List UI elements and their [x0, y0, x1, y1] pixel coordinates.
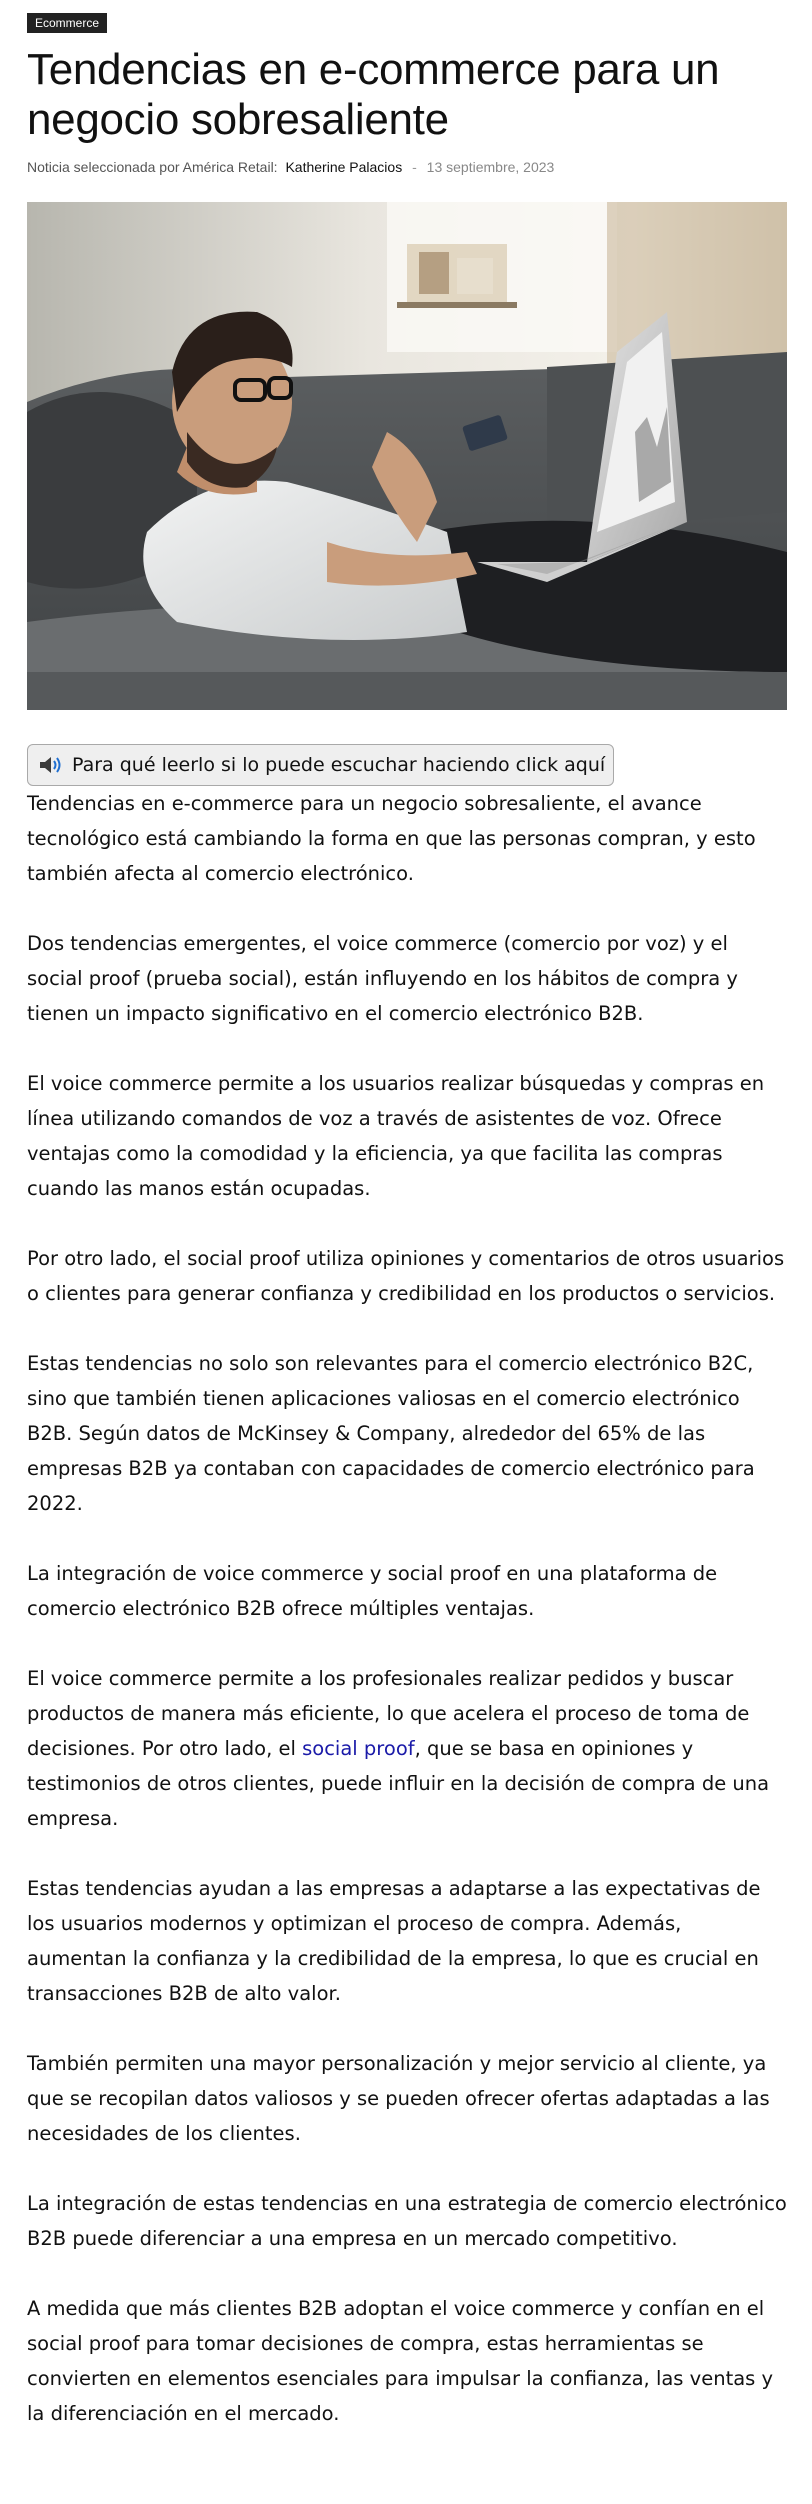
listen-button-label: Para qué leerlo si lo puede escuchar haciendo click aquí	[72, 754, 606, 776]
article-paragraph: Dos tendencias emergentes, el voice commerce (comercio por voz) y el social proof (prueba social), están influyendo en los hábitos de compra y tienen un impacto significativo en el comercio electrónico B2B.	[27, 932, 738, 1025]
social-proof-link[interactable]: social proof	[302, 1737, 415, 1760]
article-body	[27, 786, 787, 2431]
speaker-icon	[38, 754, 64, 776]
publish-date: 13 septiembre, 2023	[426, 159, 555, 175]
article-meta	[27, 157, 787, 177]
article-paragraph: El voice commerce permite a los usuarios realizar búsquedas y compras en línea utilizando comandos de voz a través de asistentes de voz. Ofrece ventajas como la comodidad y la eficiencia, ya que facilita las compras cuando las manos están ocupadas.	[27, 1072, 765, 1200]
article-paragraph: La integración de voice commerce y social proof en una plataforma de comercio electrónico B2B ofrece múltiples ventajas.	[27, 1562, 718, 1620]
hero-image	[27, 202, 787, 710]
article-container	[27, 12, 787, 2466]
listen-button[interactable]	[27, 744, 614, 786]
meta-separator: -	[412, 159, 417, 175]
article-paragraph: Estas tendencias no solo son relevantes para el comercio electrónico B2C, sino que también tienen aplicaciones valiosas en el comercio electrónico B2B. Según datos de McKinsey & Company, alrededor del 65% de las empresas B2B ya contaban con capacidades de comercio electrónico para 2022.	[27, 1352, 755, 1515]
author-link[interactable]: Katherine Palacios	[285, 159, 403, 175]
article-paragraph: La integración de estas tendencias en una estrategia de comercio electrónico B2B puede diferenciar a una empresa en un mercado competitivo.	[27, 2192, 787, 2250]
article-paragraph: Tendencias en e-commerce para un negocio sobresaliente, el avance tecnológico está cambiando la forma en que las personas compran, y esto también afecta al comercio electrónico.	[27, 792, 756, 885]
article-paragraph: Por otro lado, el social proof utiliza opiniones y comentarios de otros usuarios o clientes para generar confianza y credibilidad en los productos o servicios.	[27, 1247, 785, 1305]
paragraph-text: , que se basa en opiniones y testimonios de otros clientes, puede influir en la decisión de compra de una empresa.	[27, 1737, 770, 1830]
meta-prefix: Noticia seleccionada por América Retail:	[27, 159, 278, 175]
article-paragraph: Estas tendencias ayudan a las empresas a adaptarse a las expectativas de los usuarios modernos y optimizan el proceso de compra. Además, aumentan la confianza y la credibilidad de la empresa, lo que es crucial en transacciones B2B de alto valor.	[27, 1877, 761, 2005]
category-badge[interactable]: Ecommerce	[27, 13, 107, 33]
article-paragraph: A medida que más clientes B2B adoptan el voice commerce y confían en el social proof para tomar decisiones de compra, estas herramientas se convierten en elementos esenciales para impulsar la confianza, las ventas y la diferenciación en el mercado.	[27, 2297, 774, 2425]
article-paragraph: También permiten una mayor personalización y mejor servicio al cliente, ya que se recopilan datos valiosos y se pueden ofrecer ofertas adaptadas a las necesidades de los clientes.	[27, 2052, 770, 2145]
article-title: Tendencias en e-commerce para un negocio sobresaliente	[27, 45, 720, 144]
article-paragraph	[27, 1661, 787, 1836]
paragraph-text: El voice commerce permite a los profesionales realizar pedidos y buscar productos de manera más eficiente, lo que acelera el proceso de toma de decisiones. Por otro lado, el	[27, 1667, 750, 1760]
